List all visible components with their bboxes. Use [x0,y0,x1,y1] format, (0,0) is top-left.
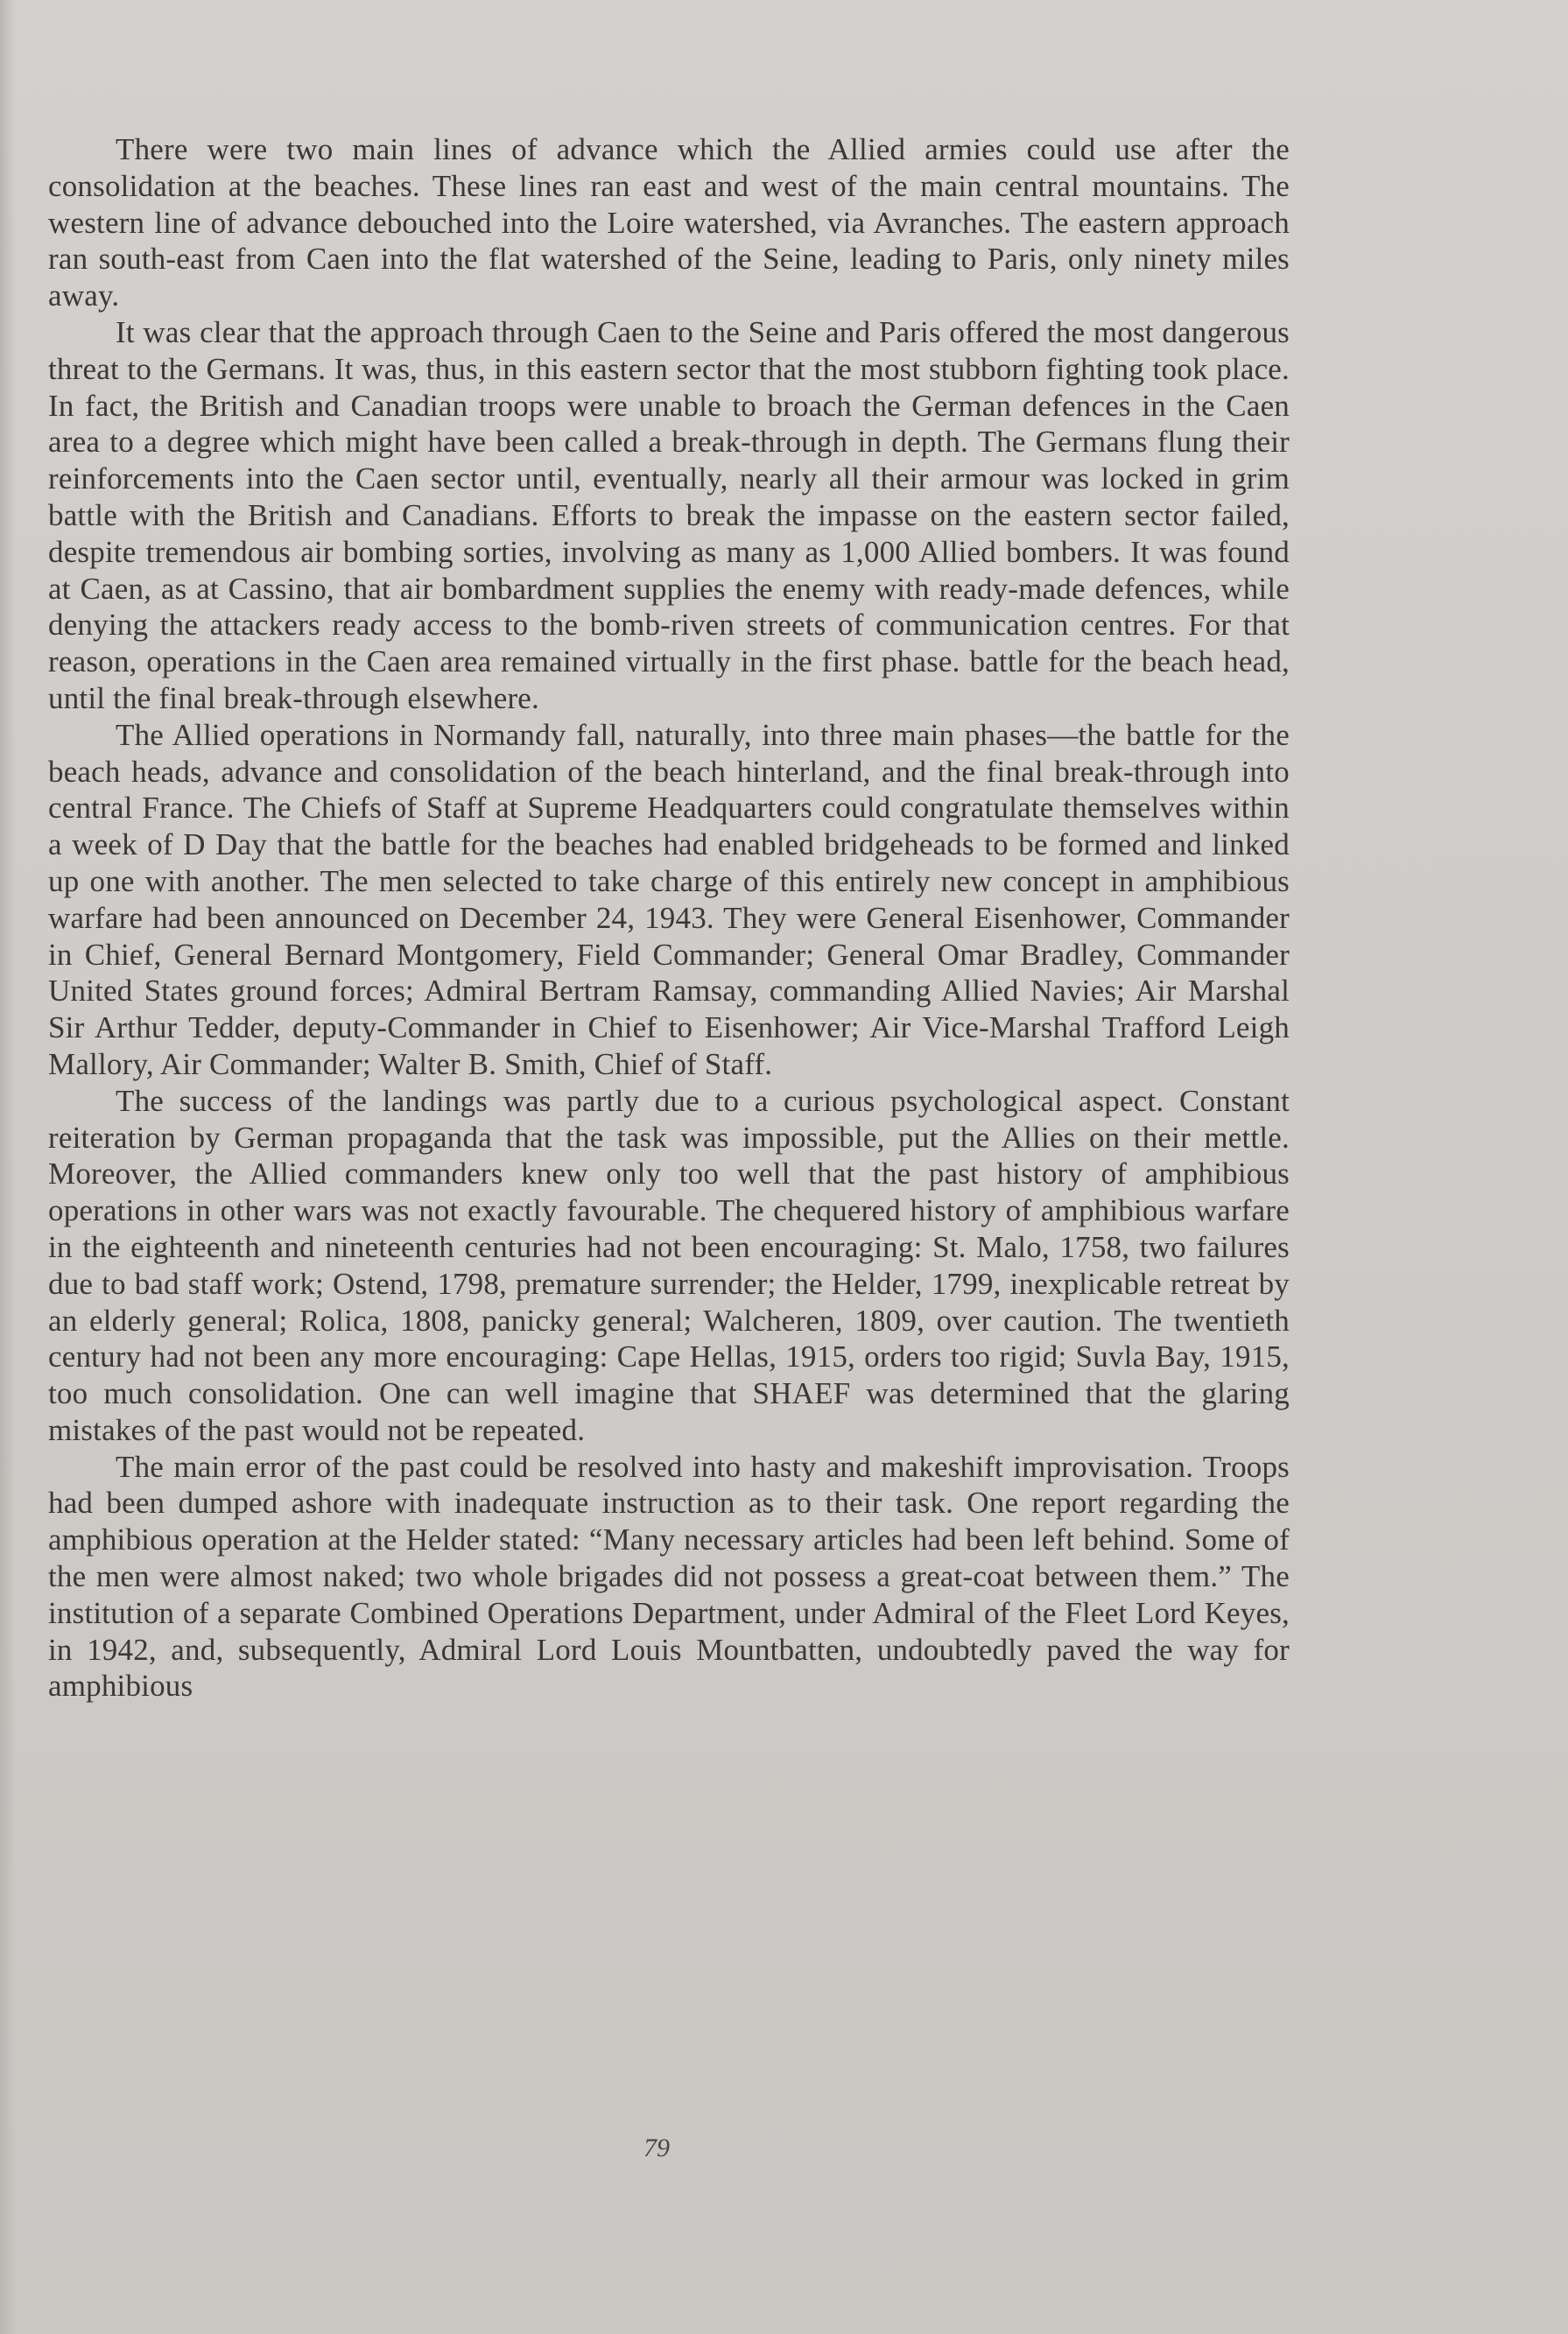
page-number: 79 [643,2134,670,2162]
page-edge-shadow [0,0,16,2334]
paragraph-4: The success of the landings was partly due to a curious psychological aspect. Constant reiteration by German propaganda that the task was impossible, put the Allies on their mettle. Moreover, the Allied commanders knew only too well that the past history of amphibious operations in other wars was not exactly favourable. The chequered history of amphibious warfare in the eighteenth and nineteenth centuries had not been encouraging: St. Malo, 1758, two failures due to bad staff work; Ostend, 1798, premature surrender; the Helder, 1799, inexplicable retreat by an elderly general; Rolica, 1808, panicky general; Walcheren, 1809, over caution. The twentieth century had not been any more encouraging: Cape Hellas, 1915, orders too rigid; Suvla Bay, 1915, too much consolidation. One can well imagine that SHAEF was determined that the glaring mistakes of the past would not be repeated. [48,1083,1290,1447]
paragraph-2: It was clear that the approach through Caen to the Seine and Paris offered the most dangerous threat to the Germans. It was, thus, in this eastern sector that the most stubborn fighting took place. In fact, the British and Canadian troops were unable to broach the German defences in the Caen area to a degree which might have been called a break-through in depth. The Germans flung their reinforcements into the Caen sector until, eventually, nearly all their armour was locked in grim battle with the British and Canadians. Efforts to break the impasse on the eastern sector failed, despite tremendous air bombing sorties, involving as many as 1,000 Allied bombers. It was found at Caen, as at Cassino, that air bombardment supplies the enemy with ready-made defences, while denying the attackers ready access to the bomb-riven streets of communication centres. For that reason, operations in the Caen area remained virtually in the first phase. battle for the beach head, until the final break-through elsewhere. [48,314,1290,715]
paragraph-3: The Allied operations in Normandy fall, naturally, into three main phases—the battle for the beach heads, advance and consolidation of the beach hinterland, and the final break-through into central France. The Chiefs of Staff at Supreme Headquarters could congratulate themselves within a week of D Day that the battle for the beaches had enabled bridgeheads to be formed and linked up one with another. The men selected to take charge of this entirely new concept in amphibious warfare had been announced on December 24, 1943. They were General Eisenhower, Commander in Chief, General Bernard Montgomery, Field Commander; General Omar Bradley, Commander United States ground forces; Admiral Bertram Ramsay, commanding Allied Navies; Air Marshal Sir Arthur Tedder, deputy-Commander in Chief to Eisenhower; Air Vice-Marshal Trafford Leigh Mallory, Air Commander; Walter B. Smith, Chief of Staff. [48,717,1290,1081]
paragraph-5: The main error of the past could be resolved into hasty and makeshift improvisation. Troops had been dumped ashore with inadequate instruction as to their task. One report regarding the amphibious operation at the Helder stated: “Many necessary articles had been left behind. Some of the men were almost naked; two whole brigades did not possess a great-coat between them.” The institution of a separate Combined Operations Department, under Admiral of the Fleet Lord Keyes, in 1942, and, subsequently, Admiral Lord Louis Mountbatten, undoubtedly paved the way for amphibious [48,1449,1290,1704]
paragraph-1: There were two main lines of advance which the Allied armies could use after the consolidation at the beaches. These lines ran east and west of the main central mountains. The western line of advance debouched into the Loire watershed, via Avranches. The eastern approach ran south-east from Caen into the flat watershed of the Seine, leading to Paris, only ninety miles away. [48,132,1290,313]
body-text [48,131,1290,1705]
